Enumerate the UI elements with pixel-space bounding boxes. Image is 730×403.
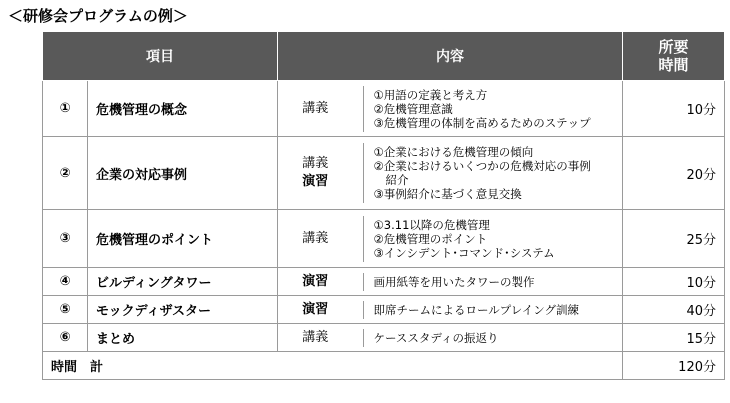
- detail-line: ③事例紹介に基づく意見交換: [373, 187, 522, 201]
- row-number: ⑤: [43, 296, 88, 324]
- row-type-line: 講義: [302, 230, 329, 246]
- row-type: [278, 268, 353, 296]
- header-time-line1: 所要: [658, 38, 689, 56]
- detail-line: ①企業における危機管理の傾向: [373, 145, 534, 159]
- total-time: 120分: [623, 352, 725, 380]
- detail-line: ②危機管理意識: [373, 101, 453, 116]
- header-row: [43, 32, 725, 81]
- row-details-box: [363, 329, 623, 347]
- row-type: [278, 296, 353, 324]
- detail-line: ③インシデント･コマンド･システム: [373, 245, 555, 260]
- row-details: [353, 210, 623, 268]
- row-type-line: 講義: [302, 100, 329, 116]
- row-number: ⑥: [43, 324, 88, 352]
- row-details-box: [363, 143, 623, 203]
- header-time: [623, 32, 725, 81]
- row-details: [353, 137, 623, 210]
- row-details-box: [363, 86, 623, 132]
- row-type: [278, 324, 353, 352]
- detail-line: ②企業におけるいくつかの危機対応の事例: [373, 159, 591, 173]
- detail-line: 紹介: [385, 173, 409, 187]
- row-type: [278, 210, 353, 268]
- row-item-name: まとめ: [88, 324, 278, 352]
- row-details: [353, 324, 623, 352]
- table-row: [43, 210, 725, 268]
- row-details-box: [363, 216, 623, 262]
- row-type-line: 演習: [302, 174, 329, 189]
- page-title: ＜研修会プログラムの例＞: [8, 7, 188, 25]
- header-content: 内容: [278, 32, 623, 81]
- row-type: [278, 137, 353, 210]
- row-item-name: モックディザスター: [88, 296, 278, 324]
- table-row: [43, 268, 725, 296]
- row-item-name: ビルディングタワー: [88, 268, 278, 296]
- detail-line: ①用語の定義と考え方: [373, 87, 488, 102]
- row-item-name: 企業の対応事例: [88, 137, 278, 210]
- row-item-name: 危機管理の概念: [88, 81, 278, 137]
- row-time: 40分: [623, 296, 725, 324]
- row-type-line: 演習: [302, 273, 329, 289]
- row-time: 25分: [623, 210, 725, 268]
- detail-line: ケーススタディの振返り: [373, 330, 499, 345]
- table-row: [43, 137, 725, 210]
- row-time: 10分: [623, 268, 725, 296]
- detail-line: ①3.11以降の危機管理: [373, 217, 490, 232]
- table-row: [43, 296, 725, 324]
- row-type: [278, 81, 353, 137]
- row-type-line: 講義: [302, 329, 329, 345]
- header-item: 項目: [43, 32, 278, 81]
- table-row: [43, 324, 725, 352]
- row-details: [353, 268, 623, 296]
- row-details-box: [363, 273, 623, 291]
- detail-line: ②危機管理のポイント: [373, 231, 488, 246]
- row-type-line: 演習: [302, 301, 329, 317]
- total-label: 時間 計: [43, 352, 623, 380]
- detail-line: 即席チームによるロールプレイング訓練: [373, 302, 580, 317]
- row-details-box: [363, 301, 623, 319]
- row-number: ①: [43, 81, 88, 137]
- table-row: [43, 81, 725, 137]
- program-table: [42, 31, 725, 380]
- row-number: ②: [43, 137, 88, 210]
- detail-line: 画用紙等を用いたタワーの製作: [373, 274, 535, 289]
- row-details: [353, 81, 623, 137]
- row-number: ③: [43, 210, 88, 268]
- row-item-name: 危機管理のポイント: [88, 210, 278, 268]
- row-time: 20分: [623, 137, 725, 210]
- header-time-line2: 時間: [658, 56, 689, 74]
- total-row: [43, 352, 725, 380]
- row-details: [353, 296, 623, 324]
- row-type-line: 講義: [302, 156, 329, 171]
- row-number: ④: [43, 268, 88, 296]
- detail-line: ③危機管理の体制を高めるためのステップ: [373, 115, 591, 130]
- row-time: 10分: [623, 81, 725, 137]
- row-time: 15分: [623, 324, 725, 352]
